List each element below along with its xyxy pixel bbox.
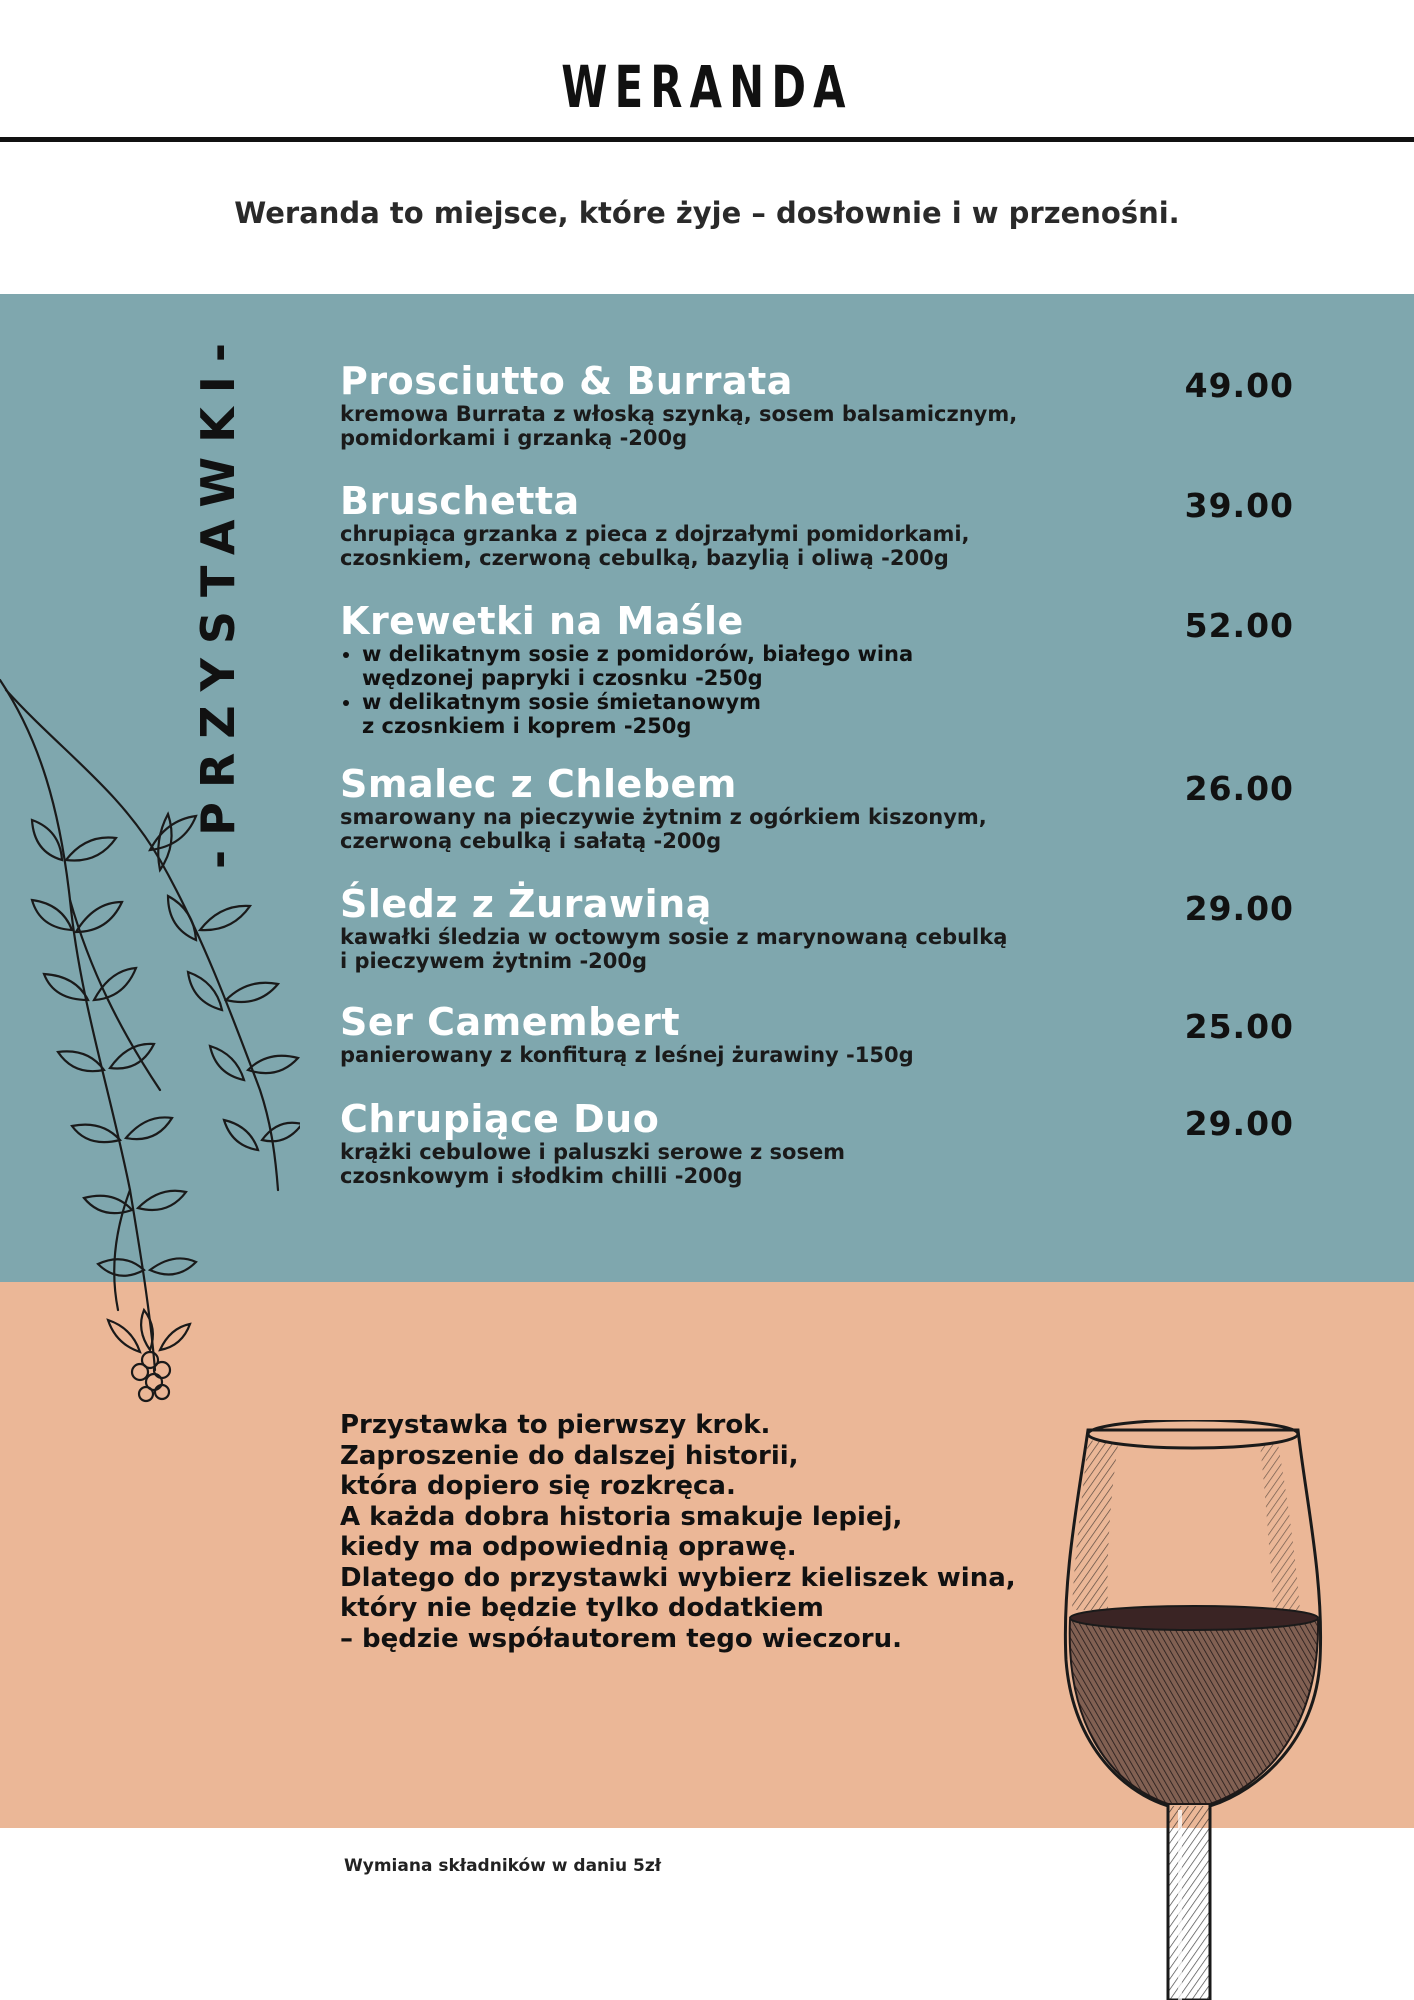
- item-description-line: panierowany z konfiturą z leśnej żurawiny -150g: [340, 1042, 914, 1067]
- story-line: Zaproszenie do dalszej historii,: [340, 1440, 799, 1471]
- item-description: [340, 1043, 1040, 1067]
- item-description-line: czosnkowym i słodkim chilli -200g: [340, 1163, 743, 1188]
- item-description: [340, 402, 1040, 450]
- item-price: 26.00: [1184, 769, 1294, 808]
- item-option: [362, 690, 1062, 738]
- item-options-list: [340, 642, 1062, 738]
- story-line: która dopiero się rozkręca.: [340, 1471, 736, 1501]
- item-price: 52.00: [1184, 606, 1294, 645]
- tagline: Weranda to miejsce, które żyje – dosłownie i w przenośni.: [234, 196, 1180, 230]
- story-line: który nie będzie tylko dodatkiem: [340, 1593, 824, 1623]
- item-price: 25.00: [1184, 1007, 1294, 1046]
- item-description-line: czosnkiem, czerwoną cebulką, bazylią i oliwą -200g: [340, 545, 949, 570]
- item-name: Bruschetta: [340, 479, 580, 523]
- story-line: – będzie współautorem tego wieczoru.: [340, 1623, 902, 1654]
- story-line: A każda dobra historia smakuje lepiej,: [340, 1501, 903, 1532]
- item-description-line: chrupiąca grzanka z pieca z dojrzałymi pomidorkami,: [340, 521, 970, 546]
- leafy-branch-illustration: [0, 670, 300, 1410]
- item-option: [362, 642, 1062, 690]
- item-name: Śledz z Żurawiną: [340, 882, 712, 926]
- menu-item: [340, 599, 1300, 738]
- item-description: [340, 925, 1040, 973]
- item-price: 29.00: [1184, 889, 1294, 928]
- header: [0, 0, 1414, 142]
- item-option-line: z czosnkiem i koprem -250g: [362, 713, 692, 738]
- story-line: Przystawka to pierwszy krok.: [340, 1410, 771, 1440]
- item-option-line: wędzonej papryki i czosnku -250g: [362, 665, 763, 690]
- menu-item: [340, 359, 1300, 450]
- item-description-line: pomidorkami i grzanką -200g: [340, 425, 688, 450]
- restaurant-name: WERANDA: [561, 53, 853, 121]
- item-name: Prosciutto & Burrata: [340, 359, 793, 403]
- item-description-line: smarowany na pieczywie żytnim z ogórkiem kiszonym,: [340, 804, 987, 829]
- section-title-text: -PRZYSTAWKI-: [191, 329, 245, 869]
- item-name: Ser Camembert: [340, 1000, 680, 1044]
- item-description-line: i pieczywem żytnim -200g: [340, 948, 648, 973]
- item-name: Chrupiące Duo: [340, 1097, 660, 1141]
- item-price: 29.00: [1184, 1104, 1294, 1143]
- item-price: 39.00: [1184, 486, 1294, 525]
- menu-item: [340, 1097, 1300, 1188]
- menu-item: [340, 762, 1300, 853]
- menu-item: [340, 1000, 1300, 1067]
- footer-note: Wymiana składników w daniu 5zł: [344, 1856, 662, 1876]
- item-description: [340, 522, 1040, 570]
- item-option-line: • w delikatnym sosie śmietanowym: [362, 689, 761, 714]
- item-description: [340, 1140, 1040, 1188]
- item-option-line: • w delikatnym sosie z pomidorów, białego wina: [362, 641, 914, 666]
- story-text: [340, 1410, 1060, 1654]
- item-description-line: kawałki śledzia w octowym sosie z marynowaną cebulką: [340, 924, 1008, 949]
- item-name: Smalec z Chlebem: [340, 762, 737, 806]
- menu-item: [340, 882, 1300, 973]
- item-description-line: krążki cebulowe i paluszki serowe z sosem: [340, 1139, 846, 1164]
- item-name: Krewetki na Maśle: [340, 599, 744, 643]
- item-description-line: kremowa Burrata z włoską szynką, sosem balsamicznym,: [340, 401, 1018, 426]
- menu-item: [340, 479, 1300, 570]
- item-description-line: czerwoną cebulką i sałatą -200g: [340, 828, 722, 853]
- story-line: kiedy ma odpowiednią oprawę.: [340, 1532, 797, 1562]
- item-description: [340, 805, 1040, 853]
- story-line: Dlatego do przystawki wybierz kieliszek wina,: [340, 1562, 1016, 1593]
- wine-glass-illustration: [1048, 1420, 1338, 2000]
- item-price: 49.00: [1184, 366, 1294, 405]
